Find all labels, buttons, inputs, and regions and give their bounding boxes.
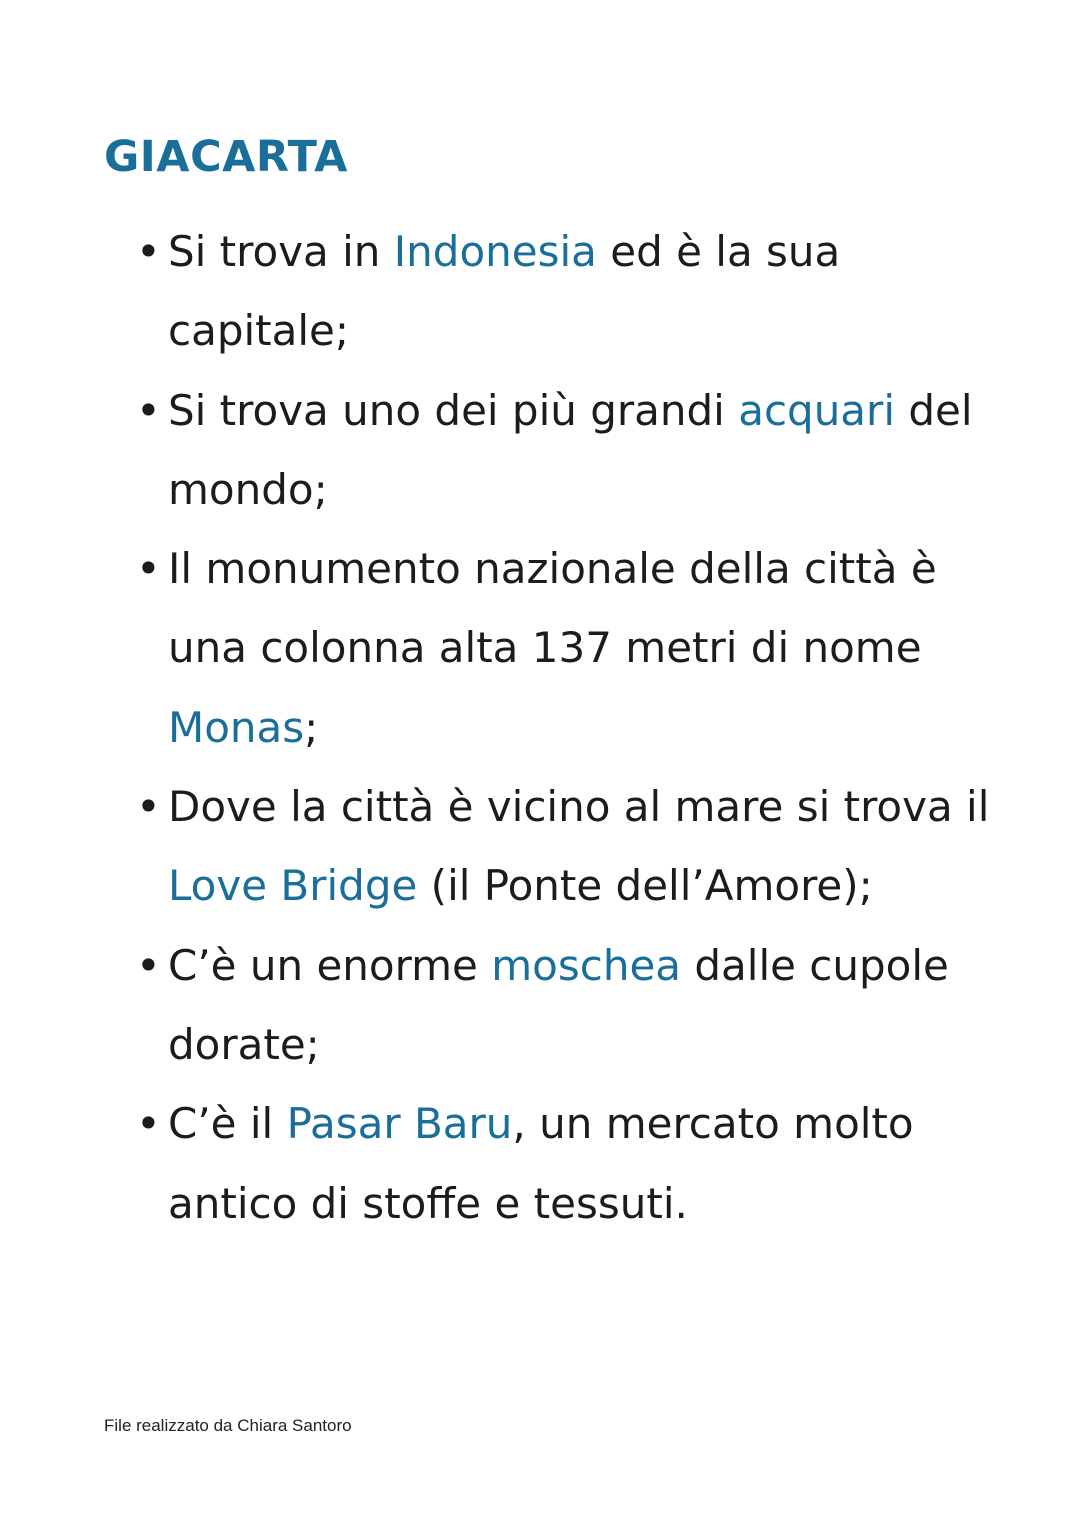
highlighted-term: acquari bbox=[738, 385, 895, 435]
bullet-item bbox=[0, 767, 1080, 926]
highlighted-term: Indonesia bbox=[393, 227, 597, 276]
highlighted-term: Pasar Baru bbox=[286, 1099, 513, 1149]
bullet-text: Il monumento nazionale della città è una colonna alta 137 metri di nome bbox=[168, 544, 937, 673]
bullet-marker-icon: • bbox=[136, 544, 161, 594]
bullet-text: Si trova in bbox=[168, 227, 394, 276]
bullet-item bbox=[0, 1084, 1080, 1243]
bullet-item bbox=[0, 926, 1080, 1085]
bullet-item bbox=[0, 371, 1080, 530]
bullet-item bbox=[0, 529, 1080, 767]
bullet-marker-icon: • bbox=[136, 782, 161, 832]
bullet-marker-icon: • bbox=[136, 385, 161, 435]
bullet-text: (il Ponte dell’Amore); bbox=[417, 861, 873, 911]
highlighted-term: Love Bridge bbox=[168, 861, 418, 911]
bullet-marker-icon: • bbox=[136, 227, 161, 276]
bullet-text: C’è il bbox=[168, 1099, 287, 1149]
bullet-marker-icon: • bbox=[136, 1099, 161, 1149]
bullet-text: C’è un enorme bbox=[168, 940, 492, 990]
highlighted-term: Monas bbox=[168, 702, 305, 752]
page-title: GIACARTA bbox=[104, 132, 348, 182]
bullet-item bbox=[0, 212, 1080, 371]
bullet-list bbox=[0, 212, 1080, 1243]
bullet-text: Dove la città è vicino al mare si trova il bbox=[168, 782, 990, 832]
highlighted-term: moschea bbox=[491, 940, 682, 990]
bullet-text: Si trova uno dei più grandi bbox=[168, 385, 739, 435]
bullet-text: ; bbox=[304, 702, 319, 752]
bullet-text: , un mercato molto antico di stoffe e tessuti. bbox=[168, 1099, 914, 1228]
bullet-text: ed è la sua capitale; bbox=[168, 227, 841, 356]
footer-credit: File realizzato da Chiara Santoro bbox=[104, 1416, 352, 1435]
bullet-marker-icon: • bbox=[136, 940, 161, 990]
bullet-text: dalle cupole dorate; bbox=[168, 940, 949, 1069]
bullet-text: del mondo; bbox=[168, 385, 973, 514]
